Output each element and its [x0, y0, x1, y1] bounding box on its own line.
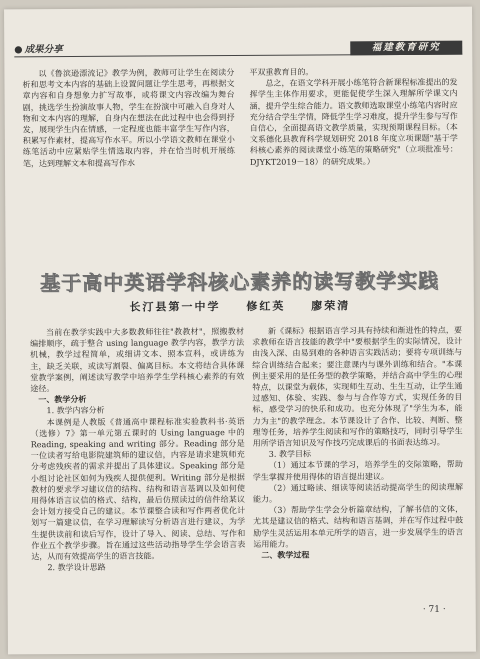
- article-authors: [6, 297, 474, 316]
- subsection-heading: 3. 教学目标: [268, 449, 311, 460]
- section-heading: 一、教学分析: [38, 394, 87, 405]
- paragraph: 以《鲁滨逊漂流记》教学为例，教师可让学生在阅读分析和思考文本内容的基础上设置问题让学生思考，再根据文章内容和自身想象力扩写故事，或将课文内容改编为舞台剧，挑选学生扮演故事人物，学生在扮演中可融入自身对人物和文本内容的理解，自身内在想法在此过程中也会得到抒发，展现学生内在情感，一定程度也能丰富学生写作内容，积累写作素材，提高写作水平。所以小学语文教师在课堂小练笔活动中应紧贴学生情选取内容，并在恰当时机开展练笔，达到理解文本和提高写作水: [22, 68, 235, 168]
- article-left-column: [30, 326, 246, 574]
- author-school: 长汀县第一中学: [129, 300, 221, 314]
- article-title: 基于高中英语学科核心素养的读写教学实践: [40, 268, 440, 296]
- list-item: （3）帮助学生学会分析篇章结构，了解书信的文体，尤其是建议信的格式、结构和语言基调，并在写作过程中鼓励学生灵活运用本单元所学的语言，进一步发展学生的语言运用能力。: [253, 504, 464, 549]
- paragraph: 本课例是人教版《普通高中课程标准实验教科书·英语（选修）7》第一单元第五课时的 Using language 中的 Reading, speaking and writing 部分。Reading 部分是一位读者写给电影院建筑师的建议信，内容是请求建筑师充分考虑残疾者的需求并提出了具体建议。Speaking 部分是小组讨论社区如何为残疾人提供便利。Writing 部分是根据教材的要求学习建议信的结构、结构和语言基调以及如何使用得体语言议信的格式、结构，最后仿照读过的信件给某议会计划方接受自己的建议。本节课整合读和写作两者优化计划写一篇建议信，在学习理解读写分析语言进行建议，为学生提供读前和读后写作，设计了导入、阅读、总结、写作和作业五个教学步骤。旨在通过这些活动指导学生学会语言表达，从而有效提高学生的语言技能。: [30, 416, 246, 562]
- section-heading: 二、教学过程: [261, 549, 310, 560]
- list-item: （2）通过略读、细读等阅读活动提高学生的阅读理解能力。: [253, 482, 463, 504]
- paragraph: 当前在教学实践中大多数教师往往"教教材"，照搬教材编排顺序，疏于整合 using language 教学内容，教学方法机械，教学过程简单，或细讲文本、照本宣科，或讲练为主，缺乏关联，或读写割裂、偏离目标。本文将结合具体课堂教学案例，阐述读写教学中培养学生学科核心素养的有效途径。: [30, 326, 245, 394]
- paragraph: 平双重教育目的。: [249, 67, 314, 77]
- article-right-column: [252, 325, 463, 562]
- journal-page: [4, 7, 476, 655]
- bullet-icon: ●: [14, 44, 23, 56]
- paragraph: 总之，在语文学科开展小练笔符合新课程标准提出的发挥学生主体作用要求，更能促使学生深入理解所学课文内涵，提升学生综合能力。语文教师选取课堂小练笔内容时应充分结合学生学情，降低学生学习难度，提升学生参与写作自信心，全面提高语文教学质量，实现预期课程目标。（本文系德化县教育科学规划研究 2018 年度立项课题"基于学科核心素养的阅读课堂小练笔的策略研究"（立项批准号：DJYKT2019－18）的研究成果。）: [249, 77, 458, 167]
- list-item: （1）通过本节课的学习，培养学生的交际策略，帮助学生掌握并使用得体的语言提出建议。: [252, 460, 463, 482]
- subsection-heading: 1. 教学内容分析: [46, 406, 105, 416]
- page-number: · 71 ·: [422, 604, 446, 615]
- prev-article-left-column: [22, 67, 235, 169]
- author-name: 修红英: [246, 299, 286, 313]
- section-header-label: 成果分享: [24, 44, 63, 56]
- prev-article-right-column: [249, 66, 458, 168]
- subsection-heading: 2. 教学设计思路: [47, 563, 106, 573]
- paragraph: 新《课标》根据语言学习具有持续和渐进性的特点，要求教师在语言技能的教学中"要根据学生的实际情况，设计由浅入深、由易到难的各种语言实践活动；要将专项训练与综合训练结合起来；要注意课内与课外训练和结合。"本课例主要采用的是任务型的教学策略，并结合高中学生的心理特点，以课堂为载体，实现师生互动、生生互动，让学生通过感知、体验、实践、参与与合作等方式，实现任务的目标，感受学习的快乐和成功。也充分体现了"学生为本，能力为主"的教学理念。本节课设计了合作、比较、判断、整理等任务，培养学生阅读和写作的策略技巧，同时引导学生用所学语言知识及写作技巧完成课后的书面表达练习。: [252, 325, 463, 448]
- author-name: 廖荣清: [311, 299, 351, 313]
- section-header: [14, 41, 62, 55]
- journal-name-banner: 福建教育研究: [350, 41, 462, 56]
